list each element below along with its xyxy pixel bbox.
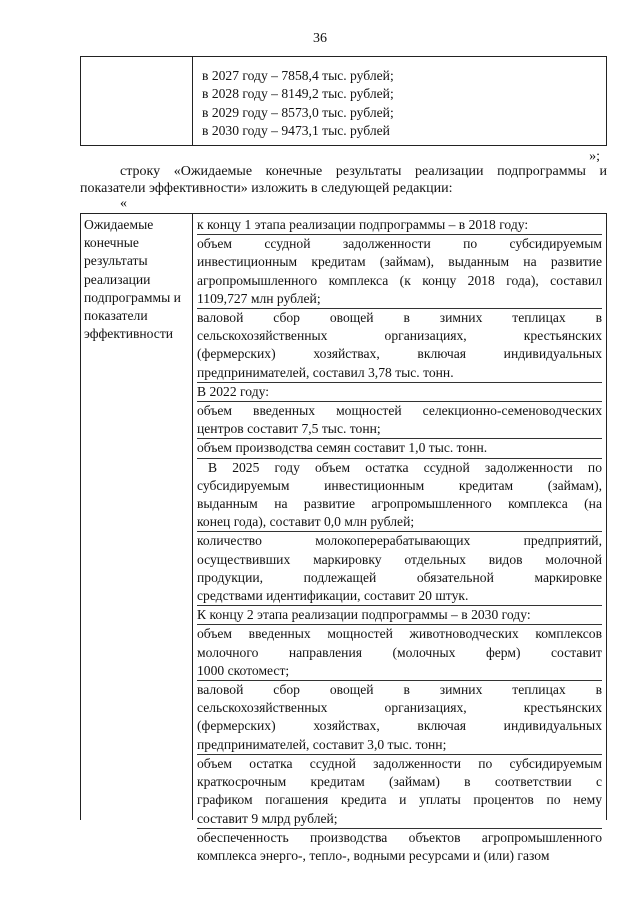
result-line: предпринимателей, составит 3,0 тыс. тонн;	[197, 736, 447, 752]
result-item	[197, 235, 602, 309]
result-line: выданным на развитие агропромышленного комплекса (на	[197, 496, 602, 512]
result-line: количество молокоперерабатывающих предприятий,	[197, 533, 602, 549]
result-line: В 2022 году:	[197, 383, 270, 399]
instruction-line-2: показатели эффективности» изложить в следующей редакции:	[80, 181, 453, 196]
top-table-right-cell	[202, 67, 394, 140]
result-item	[197, 439, 602, 458]
funding-line: в 2030 году – 9473,1 тыс. рублей	[202, 122, 390, 138]
result-item	[197, 532, 602, 606]
result-line: графиком погашения кредита и уплаты процентов по нему	[197, 792, 602, 808]
result-line: 1000 скотомест;	[197, 662, 290, 678]
result-line: (фермерских) хозяйствах, включая индивидуальных	[197, 718, 602, 734]
top-table	[80, 56, 607, 146]
result-line: краткосрочным кредитам (займам) в соответствии с	[197, 774, 602, 790]
result-item	[197, 755, 602, 829]
result-line: валовой сбор овощей в зимних теплицах в	[197, 682, 602, 698]
result-line: агропромышленного комплекса (к концу 2018 года), составил	[197, 272, 602, 288]
result-line: к концу 1 этапа реализации подпрограммы – в 2018 году:	[197, 217, 529, 232]
result-line: инвестиционным кредитам (займам), выданным на развитие	[197, 254, 602, 270]
result-line: средствами идентификации, составит 20 штук.	[197, 588, 469, 604]
label-line: подпрограммы и	[84, 289, 181, 305]
result-line: сельскохозяйственных организациях, крестьянских	[197, 328, 602, 344]
result-line: обеспеченность производства объектов агропромышленного	[197, 829, 602, 845]
label-line: конечные	[84, 235, 139, 251]
result-line: валовой сбор овощей в зимних теплицах в	[197, 310, 602, 326]
result-line: 1109,727 млн рублей;	[197, 290, 321, 306]
result-line: объем остатка ссудной задолженности по субсидируемым	[197, 755, 602, 771]
page-number: 36	[313, 31, 327, 46]
result-line: продукции, подлежащей обязательной маркировке	[197, 569, 602, 585]
result-line: центров составит 7,5 тыс. тонн;	[197, 421, 381, 437]
funding-line: в 2027 году – 7858,4 тыс. рублей;	[202, 68, 394, 83]
result-line: сельскохозяйственных организациях, крестьянских	[197, 700, 602, 716]
opening-quote: «	[120, 196, 127, 211]
result-line: предпринимателей, составил 3,78 тыс. тонн.	[197, 364, 454, 380]
result-line: конец года), составит 0,0 млн рублей;	[197, 514, 415, 530]
top-table-left-cell	[81, 57, 193, 145]
instruction-paragraph	[80, 163, 607, 197]
result-line: В 2025 году объем остатка ссудной задолженности по	[208, 459, 602, 475]
label-line: Ожидаемые	[84, 217, 154, 232]
result-line: молочного направления (молочных ферм) составит	[197, 644, 602, 660]
result-line: объем ссудной задолженности по субсидируемым	[197, 236, 602, 252]
funding-line: в 2028 году – 8149,2 тыс. рублей;	[202, 86, 394, 102]
result-item	[197, 625, 602, 681]
result-line: комплекса энерго-, тепло-, водными ресурсами и (или) газом	[197, 847, 550, 863]
result-item	[197, 459, 602, 533]
label-line: результаты	[84, 253, 148, 269]
closing-quote: »;	[589, 149, 600, 164]
label-line: эффективности	[84, 326, 174, 342]
instruction-line-1: строку «Ожидаемые конечные результаты реализации подпрограммы и	[120, 164, 607, 179]
results-table	[80, 213, 607, 863]
label-line: реализации	[84, 271, 151, 287]
result-item	[197, 606, 602, 625]
result-line: осуществивших маркировку отдельных видов молочной	[197, 551, 602, 567]
result-line: объем введенных мощностей селекционно-семеноводческих	[197, 403, 602, 419]
result-item	[197, 402, 602, 439]
result-item	[197, 383, 602, 402]
result-item	[197, 681, 602, 755]
funding-line: в 2029 году – 8573,0 тыс. рублей;	[202, 104, 394, 120]
result-line: К концу 2 этапа реализации подпрограммы – в 2030 году:	[197, 607, 531, 623]
result-line: субсидируемым инвестиционным кредитам (займам),	[197, 477, 602, 493]
result-line: составит 9 млрд рублей;	[197, 810, 338, 826]
result-line: объем введенных мощностей животноводческих комплексов	[197, 626, 602, 642]
results-items	[197, 216, 602, 865]
results-label	[84, 216, 190, 343]
result-item	[197, 216, 602, 235]
label-line: показатели	[84, 308, 148, 324]
result-line: (фермерских) хозяйствах, включая индивидуальных	[197, 346, 602, 362]
result-line: объем производства семян составит 1,0 тыс. тонн.	[197, 440, 488, 456]
result-item	[197, 309, 602, 383]
result-item	[197, 829, 602, 865]
